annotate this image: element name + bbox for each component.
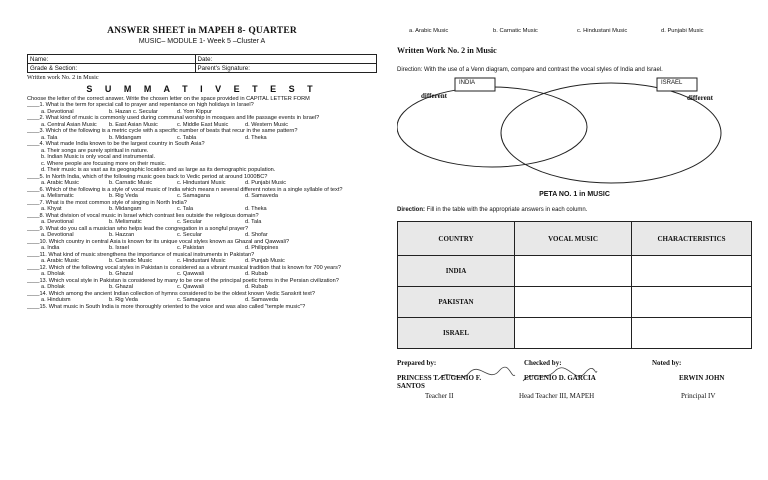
question-7: ____7. What is the most common style of singing in North India?: [27, 199, 187, 206]
option: b. Rig Veda: [109, 297, 138, 303]
written-work-2-heading: Written Work No. 2 in Music: [397, 46, 497, 55]
question-9: ____9. What do you call a musician who helps lead the congregation in a songful prayer?: [27, 225, 249, 232]
option: a. Tala: [41, 134, 58, 141]
question-1: ____1. What is the term for special call to prayer and repentance on high holidays in Israel?: [27, 102, 254, 108]
venn-diagram: [397, 75, 752, 185]
option: c. Secular: [177, 232, 202, 238]
option: a. Hinduism: [41, 297, 71, 303]
question-13: ____13. Which vocal style in Pakistan is considered by many to be one of the principal poetic forms in the Persian civilization?: [27, 277, 339, 284]
option: a. Arabic Music: [41, 258, 79, 264]
option: b. Indian Music is only vocal and instrumental.: [41, 154, 156, 160]
option: c. Qawwali: [177, 284, 205, 290]
option: c. Middle East Music: [177, 121, 229, 128]
cell-vocal-india[interactable]: [515, 256, 632, 287]
written-work-label: Written work No. 2 in Music: [27, 74, 99, 81]
question-15-options: [397, 28, 752, 34]
option: a. Dholak: [41, 271, 65, 277]
option: a. Melismatic: [41, 193, 74, 199]
grade-section-field: Grade & Section:: [28, 64, 196, 73]
peta-title: PETA NO. 1 in MUSIC: [539, 191, 610, 198]
option: b. Ghazal: [109, 271, 133, 277]
option: d. Their music is as vast as its geographic location and as large as its demographic population.: [41, 167, 276, 173]
option: c. Secular: [177, 219, 202, 225]
prepared-by-title: Teacher II: [425, 392, 454, 400]
summative-heading: S U M M A T I V E T E S T: [86, 84, 318, 94]
option: c. Where people are focusing more on their music.: [41, 160, 166, 167]
option: c. Hindustani Music: [177, 258, 226, 264]
option: d. Punjabi Music: [661, 28, 704, 34]
summative-instruction: Choose the letter of the correct answer. Write the chosen letter on the space provided in CAPITAL LETTER FORM: [27, 96, 310, 102]
question-15: ____15. What music in South India is more thoroughly oriented to the voice and was also called "temple music"?: [27, 303, 306, 310]
option: b. Melismatic: [109, 219, 142, 225]
option: b. Carnatic Music: [109, 258, 153, 264]
noted-by-label: Noted by:: [652, 359, 682, 367]
option: a. Devotional: [41, 232, 74, 238]
option: a. Arabic Music: [409, 28, 449, 34]
date-field: Date:: [195, 55, 376, 64]
question-10: ____10. Which country in central Asia is known for its unique vocal styles known as Ghazal and Qawwali?: [27, 238, 290, 245]
noted-by-name: ERWIN JOHN: [679, 374, 725, 382]
checked-by-title: Head Teacher III, MAPEH: [519, 392, 595, 400]
option: a. Central Asian Music: [41, 121, 97, 128]
venn-svg: [397, 75, 752, 185]
option: d. Theka: [245, 134, 267, 141]
option: c. Hindustani Music: [577, 28, 628, 34]
option: b. Hazzan: [109, 232, 135, 238]
question-list: [27, 102, 377, 310]
noted-by-title: Principal IV: [681, 392, 716, 400]
right-column: [397, 28, 752, 419]
question-4: ____4. What made India known to be the largest country in South Asia?: [27, 141, 205, 147]
cell-vocal-pakistan[interactable]: [515, 287, 632, 318]
option: a. India: [41, 245, 60, 251]
option: c. Tabla: [177, 134, 197, 141]
option: b. Midangam: [109, 206, 142, 212]
option: a. Dholak: [41, 284, 65, 290]
signatories: [397, 359, 752, 419]
option: d. Rubab: [245, 284, 268, 290]
option: b. Ghazal: [109, 284, 133, 290]
question-11: ____11. What kind of music strengthens the importance of musical instruments in Pakistan?: [27, 251, 255, 258]
option: a. Arabic Music: [41, 180, 79, 186]
option: c. Samagana: [177, 193, 210, 199]
option: d. Philippines: [245, 245, 279, 251]
checked-by-name: EUGENIO D. GARCIA: [524, 374, 596, 382]
option: d. Punjab Music: [245, 258, 285, 264]
option: a. Khyat: [41, 206, 62, 212]
option: d. Theka: [245, 206, 267, 212]
header-country: COUNTRY: [398, 222, 515, 256]
option: d. Western Music: [245, 121, 289, 128]
option: c. Pakistan: [177, 245, 205, 251]
option: b. Midangam: [109, 134, 142, 141]
option: b. Hazan c. Secular: [109, 108, 158, 115]
parent-signature-field: Parent's Signature:: [195, 64, 376, 73]
question-6: ____6. Which of the following is a style of vocal music of India which means n several different notes in a single syllable of text?: [27, 186, 343, 193]
question-14: ____14. Which among the ancient Indian collection of hymns considered to be the oldest known Vedic Sanskrit text?: [27, 290, 315, 297]
header-characteristics: CHARACTERISTICS: [632, 222, 752, 256]
option: a. Their songs are purely spiritual in nature.: [41, 147, 149, 154]
page-subtitle: MUSIC– MODULE 1- Week 5 –Cluster A: [138, 38, 266, 45]
option: d. Samaveda: [245, 193, 278, 199]
row-country-israel: ISRAEL: [398, 318, 515, 349]
question-2: ____2. What kind of music is commonly used during communal worship in mosques and life passage events in Israel?: [27, 115, 320, 121]
question-3: ____3. Which of the following is a metric cycle with a specific number of beats that recur in the same pattern?: [27, 128, 298, 134]
header-vocal-music: VOCAL MUSIC: [515, 222, 632, 256]
option: b. Rig Veda: [109, 193, 138, 199]
student-info-table: [27, 54, 377, 73]
option: c. Qawwali: [177, 271, 205, 277]
option: b. Israel: [109, 245, 129, 251]
page-title: ANSWER SHEET in MAPEH 8- QUARTER: [107, 26, 297, 36]
option: d. Punjabi Music: [245, 180, 287, 186]
venn-label-india: INDIA: [459, 80, 476, 86]
venn-direction: Direction: With the use of a Venn diagram, compare and contrast the vocal styles of India and Israel.: [397, 67, 663, 73]
row-country-india: INDIA: [398, 256, 515, 287]
cell-vocal-israel[interactable]: [515, 318, 632, 349]
checked-by-label: Checked by:: [524, 359, 562, 367]
question-12: ____12. Which of the following vocal styles in Pakistan is considered as a vibrant musical tradition that is known for 700 years?: [27, 264, 342, 271]
cell-char-israel[interactable]: [632, 318, 752, 349]
option: d. Shofar: [245, 232, 268, 238]
venn-label-israel: ISRAEL: [661, 80, 683, 86]
left-column: [27, 26, 377, 310]
peta-table: [397, 221, 752, 349]
name-field: Name:: [28, 55, 196, 64]
peta-direction: Direction: Fill in the table with the appropriate answers in each column.: [397, 207, 588, 213]
option: c. Hindustani Music: [177, 180, 226, 186]
option: b. Carnatic Music: [493, 28, 538, 34]
venn-note-left: different: [421, 92, 447, 100]
option: b. Carnatic Music: [109, 180, 153, 186]
option: a. Devotional: [41, 108, 74, 115]
cell-char-india[interactable]: [632, 256, 752, 287]
cell-char-pakistan[interactable]: [632, 287, 752, 318]
option: d. Samaveda: [245, 297, 278, 303]
prepared-by-label: Prepared by:: [397, 359, 437, 367]
question-5: ____5. In North India, which of the following music goes back to Vedic period at around 1000BC?: [27, 173, 268, 180]
option: b. East Asian Music: [109, 121, 158, 128]
option: d. Rubab: [245, 271, 268, 277]
question-8: ____8. What division of vocal music in Israel which contrast lies outside the religious domain?: [27, 212, 259, 219]
option: a. Devotional: [41, 219, 74, 225]
option: d. Yom Kippur: [177, 108, 212, 115]
prepared-by-name: PRINCESS T. EUGENIO F. SANTOS: [397, 374, 482, 390]
option: c. Tala: [177, 206, 194, 212]
option: d. Tala: [245, 219, 262, 225]
row-country-pakistan: PAKISTAN: [398, 287, 515, 318]
option: c. Samagana: [177, 297, 210, 303]
venn-note-right: different: [687, 94, 713, 102]
